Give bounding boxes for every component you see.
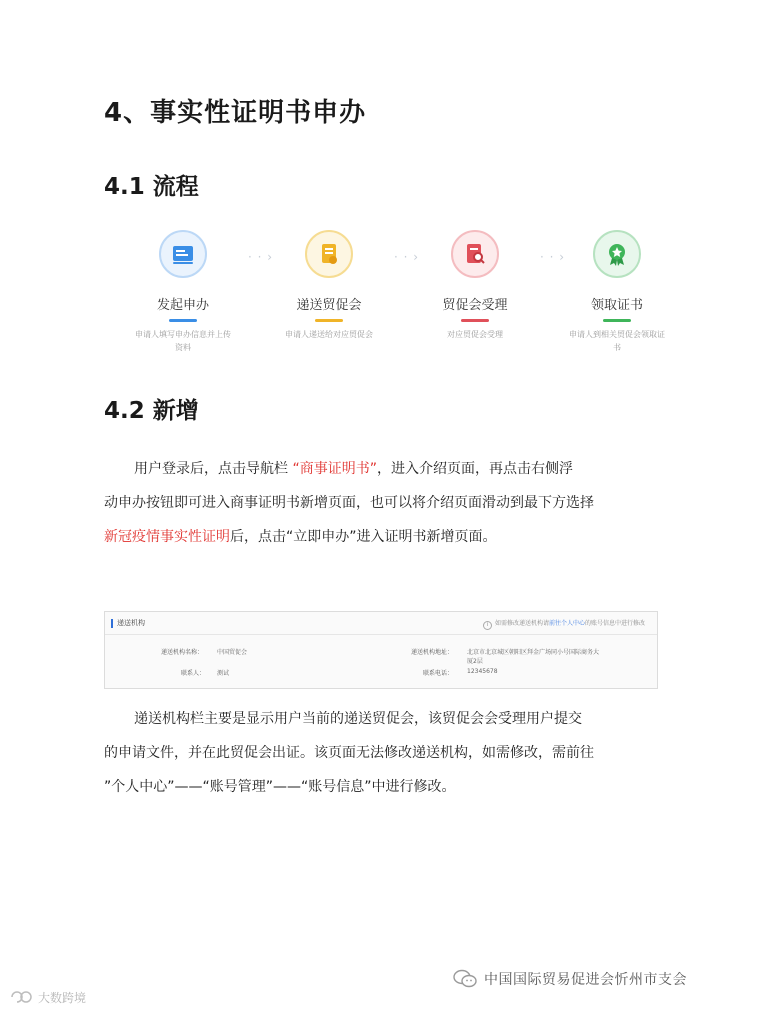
flow-step-label: 递送贸促会 [296, 298, 362, 313]
delivery-org-panel [104, 611, 658, 689]
address-value-cont: 厦2层 [467, 658, 483, 665]
document-icon [305, 230, 353, 278]
notice-text: 如需修改递送机构请 [495, 620, 550, 627]
flow-step-label: 领取证书 [590, 298, 643, 313]
flow-step-desc: 申请人填写申办信息并上传资料 [135, 330, 231, 352]
flow-arrow: · · › [394, 250, 420, 264]
step-underline [315, 319, 343, 322]
info-icon: i [483, 621, 492, 630]
edit-icon [159, 230, 207, 278]
para-text: 动申办按钮即可进入商事证明书新增页面，也可以将介绍页面滑动到最下方选择 [104, 495, 594, 511]
panel-notice [483, 618, 645, 630]
step-underline [461, 319, 489, 322]
flow-step-label: 发起申办 [156, 298, 209, 313]
para-text: 用户登录后，点击导航栏 [134, 461, 293, 477]
watermark-logo-icon [8, 989, 34, 1005]
step-underline [169, 319, 197, 322]
panel-title: 递送机构 [117, 619, 145, 627]
panel-header [105, 612, 657, 635]
para-text: 递送机构栏主要是显示用户当前的递送贸促会，该贸促会会受理用户提交 [134, 711, 582, 727]
flow-step-initiate [128, 228, 238, 354]
para-text: ”个人中心”——“账号管理”——“账号信息”中进行修改。 [104, 779, 456, 795]
phone-value: 12345678 [467, 668, 498, 675]
section-title-add: 4.2 新增 [104, 398, 199, 424]
para-text: ，进入介绍页面，再点击右侧浮 [376, 461, 573, 477]
flow-step-collect [562, 228, 672, 354]
watermark [8, 988, 86, 1006]
para-text: 的申请文件，并在此贸促会出证。该页面无法修改递送机构，如需修改，需前往 [104, 745, 594, 761]
contact-value: 测试 [217, 670, 230, 677]
highlight-text: “商事证明书” [292, 461, 377, 477]
org-name-value: 中国贸促会 [217, 649, 248, 656]
flow-arrow: · · › [540, 250, 566, 264]
add-instructions [104, 452, 664, 554]
wechat-source-name: 中国国际贸易促进会忻州市支会 [484, 972, 687, 988]
flow-step-accept [420, 228, 530, 341]
para-text: 后，点击“立即申办”进入证明书新增页面。 [230, 529, 497, 545]
delivery-org-description [104, 702, 664, 804]
page-heading: 4、事实性证明书申办 [104, 98, 367, 128]
address-label: 递送机构地址： [411, 649, 454, 656]
flow-step-deliver [274, 228, 384, 341]
flow-arrow: · · › [248, 250, 274, 264]
notice-text: 的账号信息中进行修改 [585, 620, 646, 627]
award-icon [593, 230, 641, 278]
flow-step-desc: 对应贸促会受理 [447, 330, 503, 339]
contact-label: 联系人： [181, 670, 206, 677]
step-underline [603, 319, 631, 322]
panel-title-bar [111, 619, 113, 628]
watermark-text: 大数跨境 [38, 990, 87, 1005]
flow-step-desc: 申请人到相关贸促会领取证书 [569, 330, 665, 352]
org-name-label: 递送机构名称： [161, 649, 204, 656]
highlight-text: 新冠疫情事实性证明 [104, 529, 230, 545]
search-document-icon [451, 230, 499, 278]
address-value: 北京市北京城区朝阳区拜金广场同小号国际商务大 [467, 649, 600, 656]
wechat-icon [452, 969, 478, 989]
personal-center-link[interactable]: 前往个人中心 [549, 620, 586, 627]
phone-label: 联系电话： [423, 670, 454, 677]
section-title-flow: 4.1 流程 [104, 174, 199, 200]
wechat-source [452, 968, 687, 990]
flow-step-desc: 申请人递送给对应贸促会 [285, 330, 373, 339]
process-flow [128, 228, 668, 363]
flow-step-label: 贸促会受理 [442, 298, 508, 313]
